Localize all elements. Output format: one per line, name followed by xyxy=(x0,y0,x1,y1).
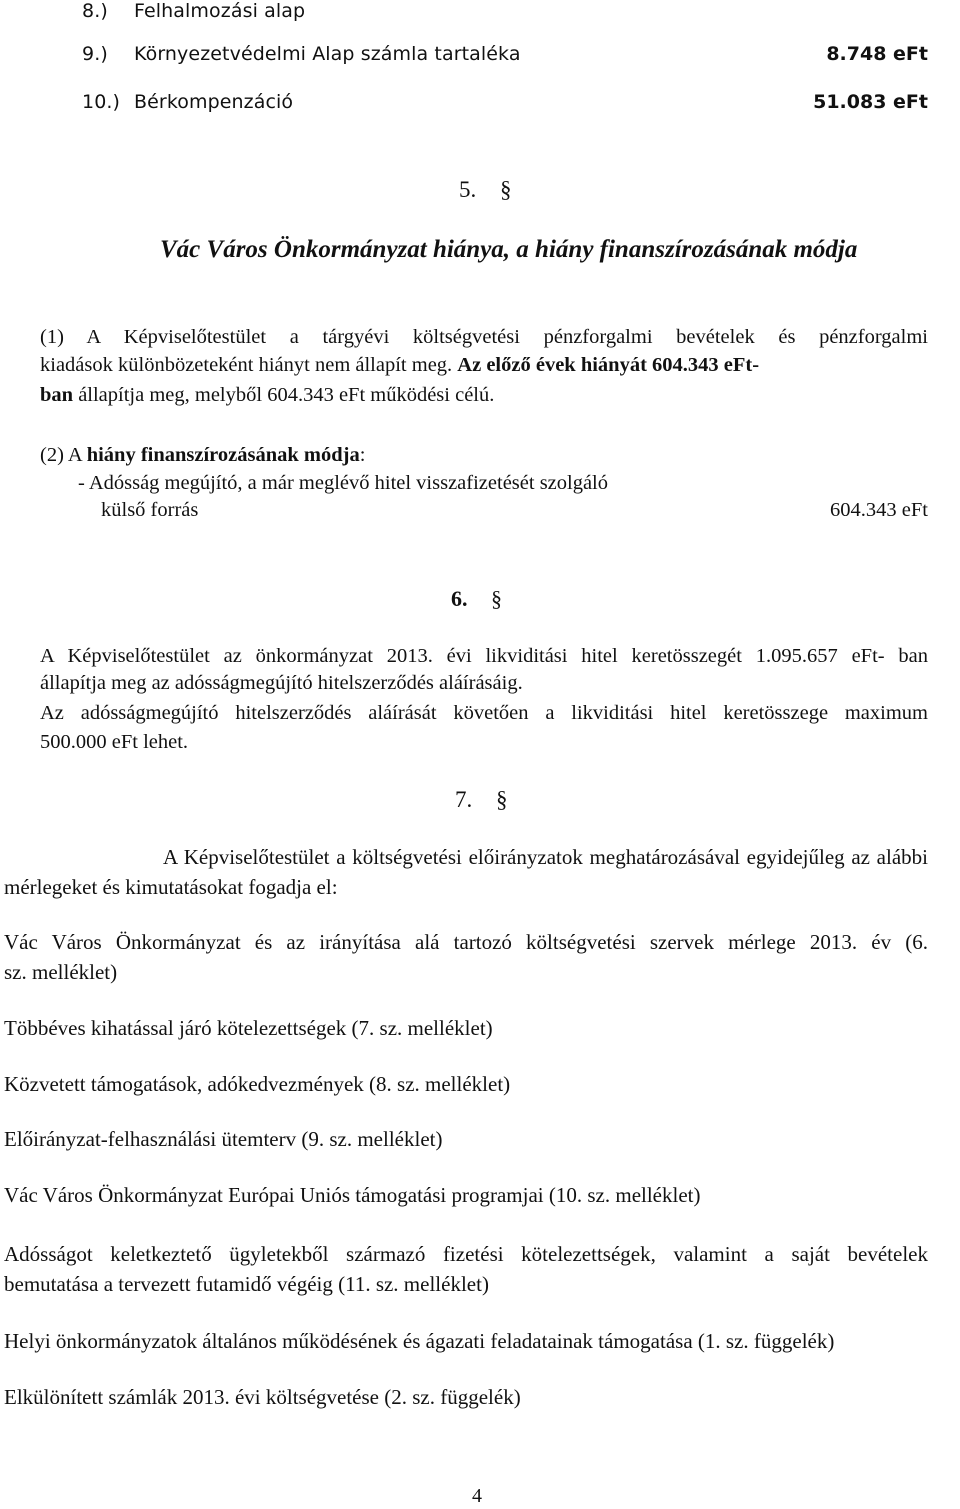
section-6-number: 6. xyxy=(451,586,468,611)
section-5-p1-line2 xyxy=(40,354,759,377)
list-item-9-label: Környezetvédelmi Alap számla tartaléka xyxy=(134,43,521,65)
section-5-heading xyxy=(459,177,512,203)
section-6-line4: 500.000 eFt lehet. xyxy=(40,731,189,753)
section-5-p1-line3 xyxy=(40,384,494,407)
list-item-9-number: 9.) xyxy=(82,43,108,65)
section-5-number: 5. xyxy=(459,177,477,202)
list-item-10-label: Bérkompenzáció xyxy=(134,91,294,113)
section-6-heading xyxy=(451,586,502,612)
section-5-p2-item-line1: - Adósság megújító, a már meglévő hitel visszafizetését szolgáló xyxy=(78,472,609,494)
list-item-8-number: 8.) xyxy=(82,0,108,22)
section-6-line3: Az adósságmegújító hitelszerződés aláírását követően a likviditási hitel keretösszege maximum xyxy=(40,702,928,724)
list-item-8-label: Felhalmozási alap xyxy=(134,0,306,22)
section-5-p1-line2-text: kiadások különbözeteként hiányt nem állapít meg. xyxy=(40,354,458,376)
section-7-number: 7. xyxy=(455,787,473,812)
section-7-item2: Többéves kihatással járó kötelezettségek (7. sz. melléklet) xyxy=(4,1016,493,1040)
section-7-paragraph-symbol: § xyxy=(496,787,508,812)
section-5-p2-prefix: (2) A xyxy=(40,444,87,466)
section-7-item4: Előirányzat-felhasználási ütemterv (9. sz. melléklet) xyxy=(4,1127,443,1151)
section-7-item5: Vác Város Önkormányzat Európai Uniós támogatási programjai (10. sz. melléklet) xyxy=(4,1183,701,1207)
section-7-item8: Elkülönített számlák 2013. évi költségvetése (2. sz. függelék) xyxy=(4,1385,521,1409)
section-5-p1-line3-text: állapítja meg, melyből 604.343 eFt működési célú. xyxy=(73,384,495,406)
section-6-line2: állapítja meg az adósságmegújító hitelszerződés aláírásáig. xyxy=(40,672,523,694)
section-7-intro xyxy=(4,845,928,870)
section-7-item7: Helyi önkormányzatok általános működésének és ágazati feladatainak támogatása (1. sz. függelék) xyxy=(4,1329,835,1353)
section-5-title: Vác Város Önkormányzat hiánya, a hiány finanszírozásának módja xyxy=(160,236,858,263)
section-5-p1-line3-bold: ban xyxy=(40,384,74,406)
section-6-line1: A Képviselőtestület az önkormányzat 2013. évi likviditási hitel keretösszegét 1.095.657 eFt- ban xyxy=(40,645,928,667)
section-5-p2-item-amount: 604.343 eFt xyxy=(830,499,928,521)
section-5-p1-line2-bold: Az előző évek hiányát 604.343 eFt- xyxy=(457,354,760,376)
section-7-item1-line1: Vác Város Önkormányzat és az irányítása alá tartozó költségvetési szervek mérlege 2013. év (6. xyxy=(4,930,928,954)
section-5-paragraph-symbol: § xyxy=(500,177,512,202)
section-7-heading xyxy=(455,787,508,813)
list-item-10-number: 10.) xyxy=(82,91,121,113)
page-number: 4 xyxy=(472,1485,482,1507)
section-7-item6-line2: bemutatása a tervezett futamidő végéig (11. sz. melléklet) xyxy=(4,1272,489,1296)
list-item-10-amount: 51.083 eFt xyxy=(813,91,928,113)
section-7-item1-line2: sz. melléklet) xyxy=(4,960,118,984)
section-7-intro-line2: mérlegeket és kimutatásokat fogadja el: xyxy=(4,875,338,899)
section-5-p2-item-line2: külső forrás xyxy=(101,499,199,521)
section-5-p2-heading xyxy=(40,444,365,467)
section-5-p1-line1: (1) A Képviselőtestület a tárgyévi költségvetési pénzforgalmi bevételek és pénzforgalmi xyxy=(40,326,928,348)
section-6-paragraph-symbol: § xyxy=(491,586,502,611)
section-7-item6-line1: Adósságot keletkeztető ügyletekből származó fizetési kötelezettségek, valamint a saját bevételek xyxy=(4,1242,928,1266)
list-item-9-amount: 8.748 eFt xyxy=(826,43,928,65)
section-7-intro-line1: A Képviselőtestület a költségvetési előirányzatok meghatározásával egyidejűleg az alábbi xyxy=(163,845,928,869)
section-5-p2-bold: hiány finanszírozásának módja xyxy=(86,444,360,466)
section-5-p2-suffix: : xyxy=(359,444,366,466)
section-7-item3: Közvetett támogatások, adókedvezmények (8. sz. melléklet) xyxy=(4,1072,511,1096)
